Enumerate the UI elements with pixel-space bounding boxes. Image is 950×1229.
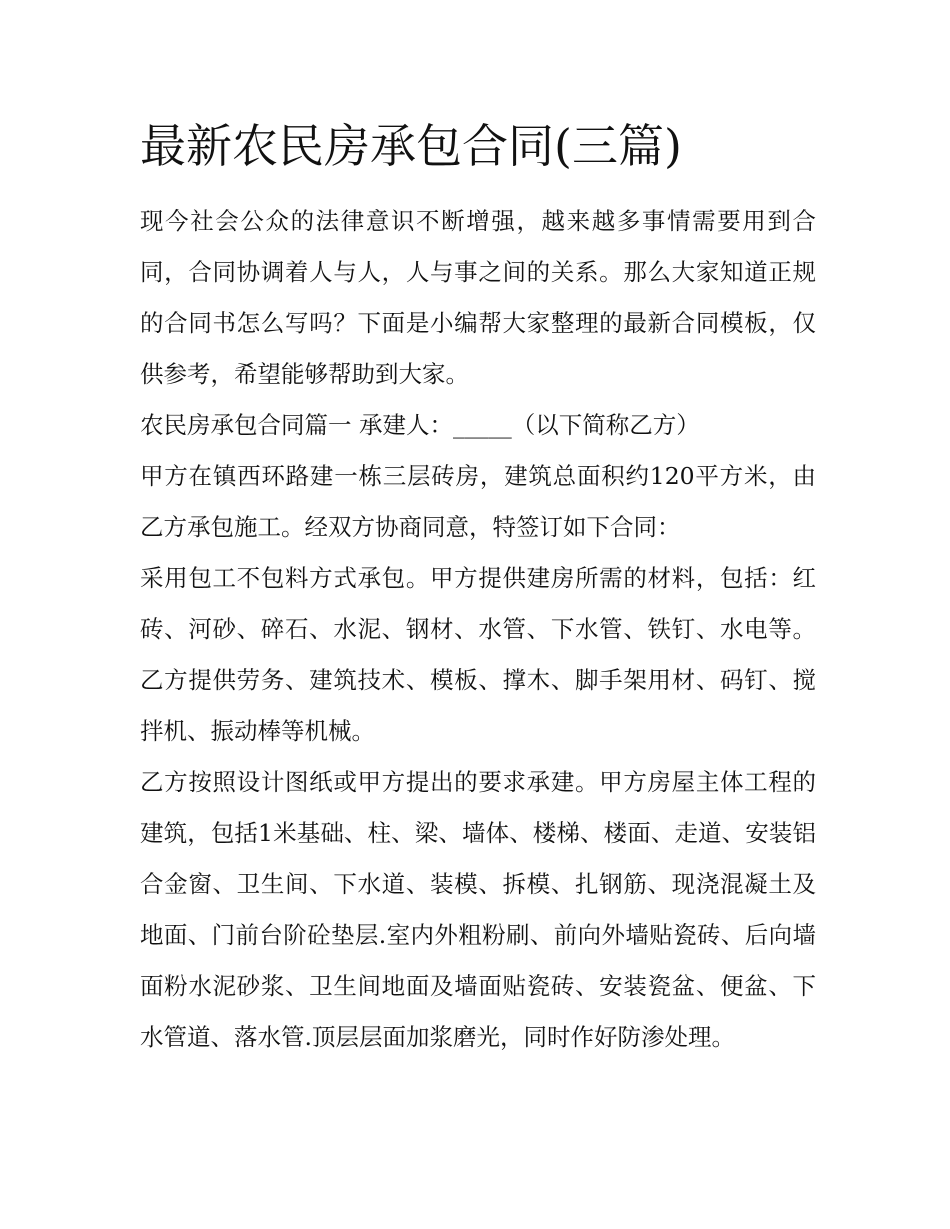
project-paragraph: 甲方在镇西环路建一栋三层砖房，建筑总面积约120平方米，由乙方承包施工。经双方协商同意，特签订如下合同： (140, 462, 816, 541)
intro-paragraph: 现今社会公众的法律意识不断增强，越来越多事情需要用到合同，合同协调着人与人，人与事之间的关系。那么大家知道正规的合同书怎么写吗？下面是小编帮大家整理的最新合同模板，仅供参考，希望能够帮助到大家。 (140, 207, 816, 388)
materials-paragraph: 采用包工不包料方式承包。甲方提供建房所需的材料，包括：红砖、河砂、碎石、水泥、钢材、水管、下水管、铁钉、水电等。乙方提供劳务、建筑技术、模板、撑木、脚手架用材、码钉、搅拌机、振动棒等机械。 (140, 564, 816, 745)
contract-heading-paragraph: 农民房承包合同篇一 承建人：_____（以下简称乙方） (140, 411, 700, 439)
construction-scope-paragraph: 乙方按照设计图纸或甲方提出的要求承建。甲方房屋主体工程的建筑，包括1米基础、柱、梁、墙体、楼梯、楼面、走道、安装铝合金窗、卫生间、下水道、装模、拆模、扎钢筋、现浇混凝土及地面、门前台阶砼垫层.室内外粗粉刷、前向外墙贴瓷砖、后向墙面粉水泥砂浆、卫生间地面及墙面贴瓷砖、安装瓷盆、便盆、下水管道、落水管.顶层层面加浆磨光，同时作好防渗处理。 (140, 768, 816, 1051)
document-body (140, 196, 816, 1063)
document-title: 最新农民房承包合同(三篇) (140, 119, 682, 173)
